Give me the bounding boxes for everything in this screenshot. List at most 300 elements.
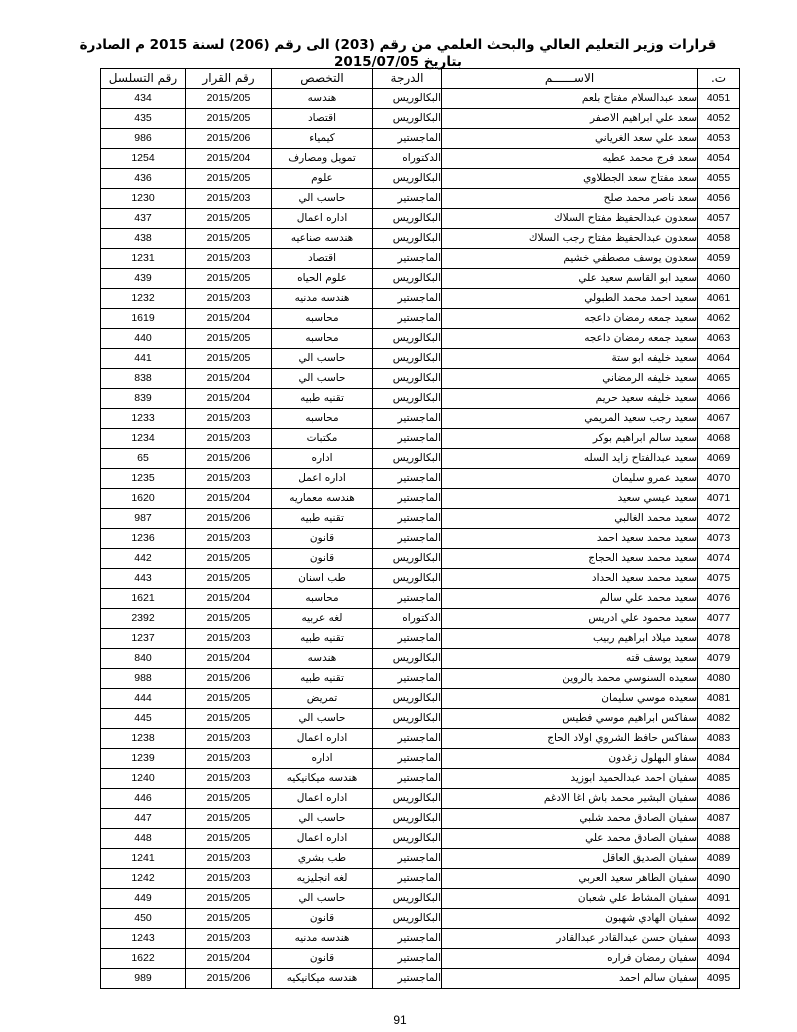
cell-specialization: محاسبه (272, 409, 373, 429)
cell-name: سعيد جمعه رمضان داعجه (442, 309, 698, 329)
cell-name: سعيد ميلاد ابراهيم ربيب (442, 629, 698, 649)
cell-index: 4095 (698, 969, 740, 989)
cell-decision-number: 2015/205 (186, 209, 272, 229)
cell-specialization: اداره اعمال (272, 729, 373, 749)
header-name: الاســــــم (442, 69, 698, 89)
cell-serial-number: 1238 (101, 729, 186, 749)
cell-degree: البكالوريس (373, 649, 442, 669)
table-row (101, 609, 740, 629)
cell-degree: البكالوريس (373, 349, 442, 369)
cell-degree: الدكتوراه (373, 609, 442, 629)
cell-decision-number: 2015/205 (186, 609, 272, 629)
cell-degree: الماجستير (373, 529, 442, 549)
cell-index: 4086 (698, 789, 740, 809)
cell-degree: الماجستير (373, 769, 442, 789)
cell-name: سفيان الصادق محمد شلبي (442, 809, 698, 829)
cell-degree: البكالوريس (373, 269, 442, 289)
table-row (101, 789, 740, 809)
cell-serial-number: 439 (101, 269, 186, 289)
cell-name: سفيان رمضان فراره (442, 949, 698, 969)
cell-decision-number: 2015/203 (186, 409, 272, 429)
cell-specialization: هندسه مدنيه (272, 289, 373, 309)
cell-specialization: هندسه ميكانيكيه (272, 969, 373, 989)
cell-decision-number: 2015/205 (186, 269, 272, 289)
cell-serial-number: 437 (101, 209, 186, 229)
cell-serial-number: 1236 (101, 529, 186, 549)
cell-name: سفيان الصديق العاقل (442, 849, 698, 869)
cell-index: 4069 (698, 449, 740, 469)
cell-serial-number: 1621 (101, 589, 186, 609)
cell-serial-number: 449 (101, 889, 186, 909)
document-title: قرارات وزير التعليم العالي والبحث العلمي من رقم (203) الى رقم (206) لسنة 2015 م الصادرة بتاريخ 2015/07/05 (79, 37, 717, 70)
cell-serial-number: 438 (101, 229, 186, 249)
cell-name: سعيد محمد سعيد الحجاج (442, 549, 698, 569)
table-row (101, 629, 740, 649)
cell-name: سعيد خليفه سعيد حريم (442, 389, 698, 409)
cell-specialization: طب بشري (272, 849, 373, 869)
cell-index: 4066 (698, 389, 740, 409)
cell-name: سفيان احمد عبدالحميد ابوزيد (442, 769, 698, 789)
table-row (101, 889, 740, 909)
cell-specialization: محاسبه (272, 589, 373, 609)
cell-name: سعد علي سعد الغرياني (442, 129, 698, 149)
cell-index: 4078 (698, 629, 740, 649)
cell-specialization: محاسبه (272, 329, 373, 349)
table-row (101, 689, 740, 709)
cell-index: 4080 (698, 669, 740, 689)
cell-specialization: مكتبات (272, 429, 373, 449)
cell-decision-number: 2015/204 (186, 489, 272, 509)
cell-index: 4082 (698, 709, 740, 729)
cell-serial-number: 436 (101, 169, 186, 189)
table-row (101, 209, 740, 229)
cell-name: سعيد محمود علي ادريس (442, 609, 698, 629)
cell-specialization: حاسب الي (272, 369, 373, 389)
cell-serial-number: 1234 (101, 429, 186, 449)
cell-decision-number: 2015/204 (186, 369, 272, 389)
cell-index: 4091 (698, 889, 740, 909)
cell-name: سفيان الصادق محمد علي (442, 829, 698, 849)
cell-specialization: اقتصاد (272, 249, 373, 269)
cell-degree: الماجستير (373, 949, 442, 969)
cell-index: 4093 (698, 929, 740, 949)
cell-name: سعيد عمرو سليمان (442, 469, 698, 489)
table-header-row (101, 69, 740, 89)
cell-specialization: كيمياء (272, 129, 373, 149)
cell-decision-number: 2015/203 (186, 849, 272, 869)
cell-decision-number: 2015/204 (186, 649, 272, 669)
cell-serial-number: 448 (101, 829, 186, 849)
cell-name: سفيان الطاهر سعيد العربي (442, 869, 698, 889)
page-number: 91 (393, 1013, 407, 1027)
cell-decision-number: 2015/203 (186, 189, 272, 209)
cell-index: 4094 (698, 949, 740, 969)
cell-index: 4085 (698, 769, 740, 789)
cell-index: 4076 (698, 589, 740, 609)
cell-index: 4083 (698, 729, 740, 749)
table-row (101, 449, 740, 469)
table-row (101, 429, 740, 449)
cell-serial-number: 442 (101, 549, 186, 569)
cell-index: 4056 (698, 189, 740, 209)
cell-decision-number: 2015/205 (186, 689, 272, 709)
cell-name: سعيد عيسي سعيد (442, 489, 698, 509)
cell-degree: الماجستير (373, 869, 442, 889)
table-row (101, 729, 740, 749)
cell-serial-number: 434 (101, 89, 186, 109)
cell-index: 4052 (698, 109, 740, 129)
cell-index: 4092 (698, 909, 740, 929)
cell-specialization: لغه انجليزيه (272, 869, 373, 889)
cell-serial-number: 986 (101, 129, 186, 149)
cell-degree: الماجستير (373, 749, 442, 769)
cell-name: سفيان البشير محمد باش اغا الادغم (442, 789, 698, 809)
cell-serial-number: 445 (101, 709, 186, 729)
cell-index: 4090 (698, 869, 740, 889)
cell-name: سعيد رجب سعيد المريمي (442, 409, 698, 429)
table-row (101, 969, 740, 989)
cell-specialization: تقنيه طبيه (272, 509, 373, 529)
table-row (101, 189, 740, 209)
table-row (101, 529, 740, 549)
cell-degree: الماجستير (373, 729, 442, 749)
cell-index: 4081 (698, 689, 740, 709)
cell-index: 4072 (698, 509, 740, 529)
cell-specialization: طب اسنان (272, 569, 373, 589)
cell-degree: الماجستير (373, 849, 442, 869)
cell-decision-number: 2015/203 (186, 869, 272, 889)
cell-name: سعدون عبدالحفيظ مفتاح السلاك (442, 209, 698, 229)
table-row (101, 269, 740, 289)
cell-decision-number: 2015/203 (186, 469, 272, 489)
cell-name: سعيد خليفه ابو ستة (442, 349, 698, 369)
cell-name: سعد عبدالسلام مفتاح بلعم (442, 89, 698, 109)
cell-name: سعيد محمد سعيد الحداد (442, 569, 698, 589)
cell-decision-number: 2015/203 (186, 749, 272, 769)
cell-specialization: قانون (272, 909, 373, 929)
cell-serial-number: 1231 (101, 249, 186, 269)
cell-serial-number: 435 (101, 109, 186, 129)
cell-degree: البكالوريس (373, 89, 442, 109)
cell-degree: البكالوريس (373, 809, 442, 829)
table-row (101, 829, 740, 849)
cell-degree: البكالوريس (373, 569, 442, 589)
table-row (101, 469, 740, 489)
cell-decision-number: 2015/203 (186, 629, 272, 649)
cell-serial-number: 988 (101, 669, 186, 689)
cell-name: سفيان الهادي شهبون (442, 909, 698, 929)
cell-specialization: تقنيه طبيه (272, 629, 373, 649)
cell-index: 4065 (698, 369, 740, 389)
cell-specialization: لغه عربيه (272, 609, 373, 629)
table-row (101, 229, 740, 249)
cell-decision-number: 2015/206 (186, 669, 272, 689)
header-index: ت. (698, 69, 740, 89)
cell-decision-number: 2015/205 (186, 329, 272, 349)
cell-index: 4070 (698, 469, 740, 489)
cell-decision-number: 2015/203 (186, 289, 272, 309)
cell-specialization: هندسه صناعيه (272, 229, 373, 249)
cell-degree: الماجستير (373, 289, 442, 309)
cell-degree: الماجستير (373, 589, 442, 609)
cell-serial-number: 839 (101, 389, 186, 409)
cell-name: سعيد محمد الغالبي (442, 509, 698, 529)
cell-decision-number: 2015/203 (186, 529, 272, 549)
cell-degree: الماجستير (373, 929, 442, 949)
cell-degree: البكالوريس (373, 369, 442, 389)
cell-serial-number: 441 (101, 349, 186, 369)
cell-specialization: هندسه (272, 649, 373, 669)
table-body (101, 89, 740, 989)
cell-decision-number: 2015/206 (186, 129, 272, 149)
cell-serial-number: 1242 (101, 869, 186, 889)
cell-specialization: محاسبه (272, 309, 373, 329)
cell-index: 4074 (698, 549, 740, 569)
table-row (101, 909, 740, 929)
cell-index: 4062 (698, 309, 740, 329)
cell-degree: الماجستير (373, 469, 442, 489)
cell-degree: الماجستير (373, 249, 442, 269)
cell-decision-number: 2015/204 (186, 949, 272, 969)
cell-degree: البكالوريس (373, 909, 442, 929)
cell-index: 4055 (698, 169, 740, 189)
table-row (101, 649, 740, 669)
table-row (101, 929, 740, 949)
cell-name: سعيد خليفه الرمضاني (442, 369, 698, 389)
cell-specialization: حاسب الي (272, 189, 373, 209)
table-row (101, 709, 740, 729)
cell-decision-number: 2015/203 (186, 929, 272, 949)
cell-decision-number: 2015/205 (186, 89, 272, 109)
cell-degree: الماجستير (373, 669, 442, 689)
cell-specialization: حاسب الي (272, 349, 373, 369)
cell-index: 4068 (698, 429, 740, 449)
cell-index: 4077 (698, 609, 740, 629)
cell-decision-number: 2015/206 (186, 509, 272, 529)
table-row (101, 769, 740, 789)
cell-index: 4054 (698, 149, 740, 169)
cell-specialization: اداره اعمال (272, 789, 373, 809)
cell-serial-number: 1243 (101, 929, 186, 949)
table-row (101, 569, 740, 589)
cell-specialization: اداره (272, 749, 373, 769)
cell-name: سعد مفتاح سعد الجطلاوي (442, 169, 698, 189)
cell-name: سعيد سالم ابراهيم بوكر (442, 429, 698, 449)
cell-index: 4060 (698, 269, 740, 289)
cell-decision-number: 2015/205 (186, 169, 272, 189)
cell-decision-number: 2015/203 (186, 249, 272, 269)
table-row (101, 589, 740, 609)
table-row (101, 749, 740, 769)
cell-decision-number: 2015/204 (186, 589, 272, 609)
cell-serial-number: 1230 (101, 189, 186, 209)
cell-decision-number: 2015/204 (186, 149, 272, 169)
cell-degree: البكالوريس (373, 449, 442, 469)
cell-degree: البكالوريس (373, 209, 442, 229)
table-row (101, 869, 740, 889)
cell-index: 4067 (698, 409, 740, 429)
cell-decision-number: 2015/205 (186, 349, 272, 369)
cell-name: سفيان حسن عبدالقادر عبدالقادر (442, 929, 698, 949)
cell-degree: الماجستير (373, 969, 442, 989)
cell-index: 4053 (698, 129, 740, 149)
cell-name: سعيد محمد علي سالم (442, 589, 698, 609)
cell-degree: الماجستير (373, 309, 442, 329)
table-row (101, 369, 740, 389)
cell-degree: البكالوريس (373, 789, 442, 809)
cell-degree: البكالوريس (373, 549, 442, 569)
cell-serial-number: 65 (101, 449, 186, 469)
cell-serial-number: 1239 (101, 749, 186, 769)
cell-name: سعيد عبدالفتاح زايد السله (442, 449, 698, 469)
cell-specialization: علوم (272, 169, 373, 189)
cell-serial-number: 1237 (101, 629, 186, 649)
cell-serial-number: 1240 (101, 769, 186, 789)
cell-specialization: قانون (272, 949, 373, 969)
header-degree: الدرجة (373, 69, 442, 89)
cell-serial-number: 2392 (101, 609, 186, 629)
table-row (101, 89, 740, 109)
cell-name: سعيد جمعه رمضان داعجه (442, 329, 698, 349)
table-row (101, 849, 740, 869)
cell-degree: الماجستير (373, 509, 442, 529)
cell-specialization: اداره اعمال (272, 829, 373, 849)
decisions-table (100, 68, 740, 989)
cell-name: سعد ناصر محمد صلح (442, 189, 698, 209)
cell-name: سعيد ابو القاسم سعيد علي (442, 269, 698, 289)
cell-degree: الماجستير (373, 629, 442, 649)
cell-degree: الماجستير (373, 429, 442, 449)
cell-serial-number: 1622 (101, 949, 186, 969)
table-row (101, 489, 740, 509)
cell-degree: الماجستير (373, 409, 442, 429)
cell-name: سعدون عبدالحفيظ مفتاح رجب السلاك (442, 229, 698, 249)
cell-name: سفيان المشاط علي شعبان (442, 889, 698, 909)
cell-name: سعدون يوسف مصطفي خشيم (442, 249, 698, 269)
table-row (101, 349, 740, 369)
cell-specialization: حاسب الي (272, 809, 373, 829)
cell-specialization: تمويل ومصارف (272, 149, 373, 169)
cell-degree: البكالوريس (373, 169, 442, 189)
table-row (101, 809, 740, 829)
table-row (101, 329, 740, 349)
cell-specialization: هندسه ميكانيكيه (272, 769, 373, 789)
table-row (101, 169, 740, 189)
cell-decision-number: 2015/206 (186, 449, 272, 469)
cell-specialization: تمريض (272, 689, 373, 709)
table-row (101, 149, 740, 169)
cell-specialization: اقتصاد (272, 109, 373, 129)
cell-degree: الماجستير (373, 489, 442, 509)
table-row (101, 309, 740, 329)
cell-decision-number: 2015/205 (186, 549, 272, 569)
cell-degree: الماجستير (373, 189, 442, 209)
cell-decision-number: 2015/205 (186, 909, 272, 929)
cell-serial-number: 1241 (101, 849, 186, 869)
cell-index: 4059 (698, 249, 740, 269)
table-row (101, 949, 740, 969)
cell-index: 4057 (698, 209, 740, 229)
cell-degree: البكالوريس (373, 329, 442, 349)
cell-index: 4051 (698, 89, 740, 109)
cell-degree: البكالوريس (373, 689, 442, 709)
table-row (101, 669, 740, 689)
cell-degree: الماجستير (373, 129, 442, 149)
cell-decision-number: 2015/205 (186, 809, 272, 829)
cell-serial-number: 446 (101, 789, 186, 809)
cell-index: 4071 (698, 489, 740, 509)
cell-decision-number: 2015/203 (186, 729, 272, 749)
table-row (101, 389, 740, 409)
cell-degree: البكالوريس (373, 889, 442, 909)
cell-name: سفيان سالم احمد (442, 969, 698, 989)
cell-decision-number: 2015/205 (186, 789, 272, 809)
table-row (101, 129, 740, 149)
table-row (101, 549, 740, 569)
cell-specialization: هندسه مدنيه (272, 929, 373, 949)
cell-specialization: حاسب الي (272, 709, 373, 729)
cell-decision-number: 2015/205 (186, 229, 272, 249)
cell-index: 4063 (698, 329, 740, 349)
cell-index: 4075 (698, 569, 740, 589)
cell-index: 4058 (698, 229, 740, 249)
cell-serial-number: 987 (101, 509, 186, 529)
cell-name: سفاكس حافظ الشروي اولاد الحاج (442, 729, 698, 749)
cell-index: 4088 (698, 829, 740, 849)
table-row (101, 409, 740, 429)
cell-specialization: حاسب الي (272, 889, 373, 909)
cell-decision-number: 2015/205 (186, 829, 272, 849)
cell-name: سفاو البهلول زغدون (442, 749, 698, 769)
cell-index: 4089 (698, 849, 740, 869)
cell-serial-number: 1620 (101, 489, 186, 509)
header-specialization: التخصص (272, 69, 373, 89)
cell-index: 4079 (698, 649, 740, 669)
cell-index: 4061 (698, 289, 740, 309)
cell-serial-number: 447 (101, 809, 186, 829)
cell-specialization: قانون (272, 529, 373, 549)
header-serial-number: رقم التسلسل (101, 69, 186, 89)
cell-degree: البكالوريس (373, 109, 442, 129)
cell-decision-number: 2015/203 (186, 429, 272, 449)
cell-name: سعيد يوسف قته (442, 649, 698, 669)
cell-name: سعيده السنوسي محمد بالروين (442, 669, 698, 689)
cell-specialization: علوم الحياه (272, 269, 373, 289)
cell-serial-number: 1235 (101, 469, 186, 489)
table-row (101, 109, 740, 129)
cell-index: 4064 (698, 349, 740, 369)
cell-specialization: قانون (272, 549, 373, 569)
cell-specialization: اداره اعمال (272, 209, 373, 229)
cell-decision-number: 2015/203 (186, 769, 272, 789)
cell-serial-number: 1619 (101, 309, 186, 329)
cell-name: سعيد محمد سعيد احمد (442, 529, 698, 549)
cell-name: سعد علي ابراهيم الاصفر (442, 109, 698, 129)
cell-serial-number: 444 (101, 689, 186, 709)
cell-decision-number: 2015/205 (186, 109, 272, 129)
cell-index: 4087 (698, 809, 740, 829)
cell-degree: البكالوريس (373, 389, 442, 409)
cell-serial-number: 1232 (101, 289, 186, 309)
cell-index: 4084 (698, 749, 740, 769)
cell-specialization: اداره اعمل (272, 469, 373, 489)
cell-decision-number: 2015/204 (186, 389, 272, 409)
cell-specialization: تقنيه طبيه (272, 669, 373, 689)
cell-specialization: اداره (272, 449, 373, 469)
cell-specialization: هندسه (272, 89, 373, 109)
cell-name: سفاكس ابراهيم موسي فطيس (442, 709, 698, 729)
cell-decision-number: 2015/205 (186, 569, 272, 589)
